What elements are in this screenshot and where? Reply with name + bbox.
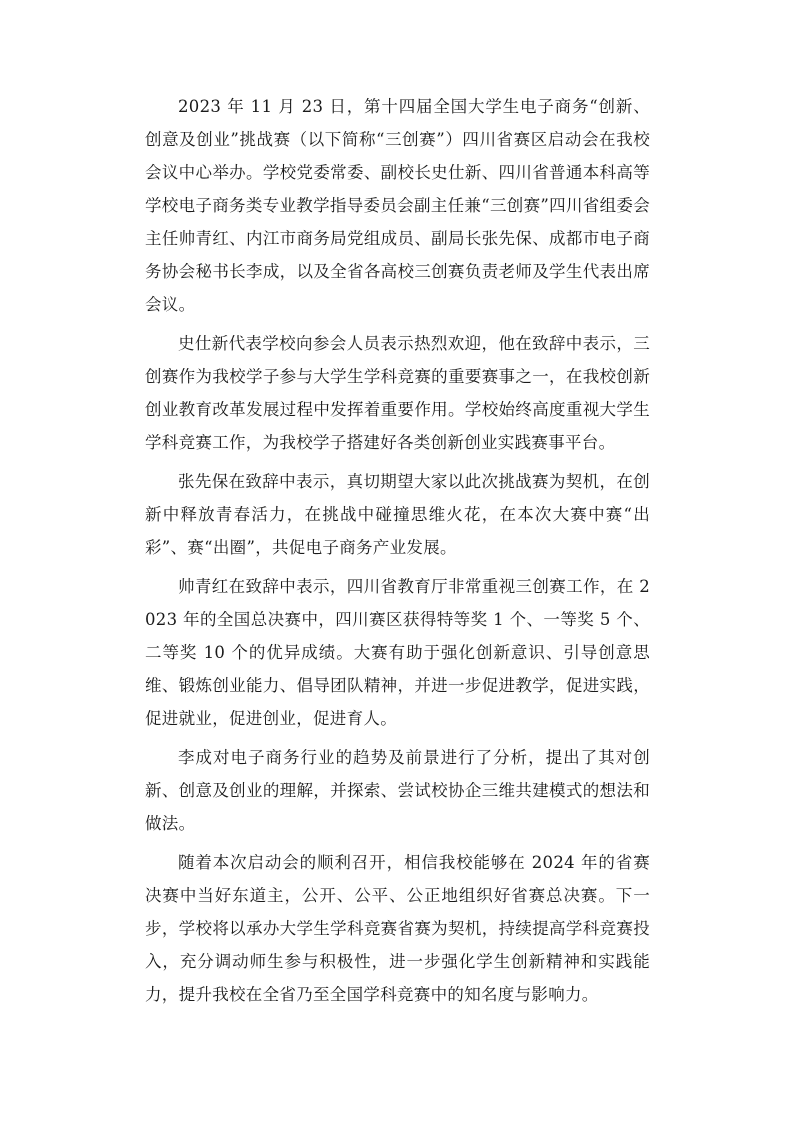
paragraph-opening: 2023 年 11 月 23 日，第十四届全国大学生电子商务“创新、创意及创业”挑战赛（以下简称“三创赛”）四川省赛区启动会在我校会议中心举办。学校党委常委、副校长史仕新、四川省普通本科高等学校电子商务类专业教学指导委员会副主任兼“三创赛”四川省组委会主任帅青红、内江市商务局党组成员、副局长张先保、成都市电子商务协会秘书长李成，以及全省各高校三创赛负责老师及学生代表出席会议。 bbox=[145, 97, 650, 314]
paragraph-li-speech: 李成对电子商务行业的趋势及前景进行了分析，提出了其对创新、创意及创业的理解，并探索、尝试校协企三维共建模式的想法和做法。 bbox=[145, 748, 650, 833]
paragraph-closing: 随着本次启动会的顺利召开，相信我校能够在 2024 年的省赛决赛中当好东道主，公开、公平、公正地组织好省赛总决赛。下一步，学校将以承办大学生学科竞赛省赛为契机，持续提高学科竞赛投入，充分调动师生参与积极性，进一步强化学生创新精神和实践能力，提升我校在全省乃至全国学科竞赛中的知名度与影响力。 bbox=[145, 853, 650, 1004]
article-body bbox=[145, 90, 650, 1017]
paragraph-shi-speech: 史仕新代表学校向参会人员表示热烈欢迎，他在致辞中表示，三创赛作为我校学子参与大学生学科竞赛的重要赛事之一，在我校创新创业教育改革发展过程中发挥着重要作用。学校始终高度重视大学生学科竞赛工作，为我校学子搭建好各类创新创业实践赛事平台。 bbox=[145, 334, 650, 452]
paragraph-shuai-speech: 帅青红在致辞中表示，四川省教育厅非常重视三创赛工作，在 2023 年的全国总决赛中，四川赛区获得特等奖 1 个、一等奖 5 个、二等奖 10 个的优异成绩。大赛有助于强化创新意识、引导创意思维、锻炼创业能力、倡导团队精神，并进一步促进教学，促进实践，促进就业，促进创业，促进育人。 bbox=[145, 577, 650, 728]
paragraph-zhang-speech: 张先保在致辞中表示，真切期望大家以此次挑战赛为契机，在创新中释放青春活力，在挑战中碰撞思维火花，在本次大赛中赛“出彩”、赛“出圈”，共促电子商务产业发展。 bbox=[145, 472, 650, 557]
